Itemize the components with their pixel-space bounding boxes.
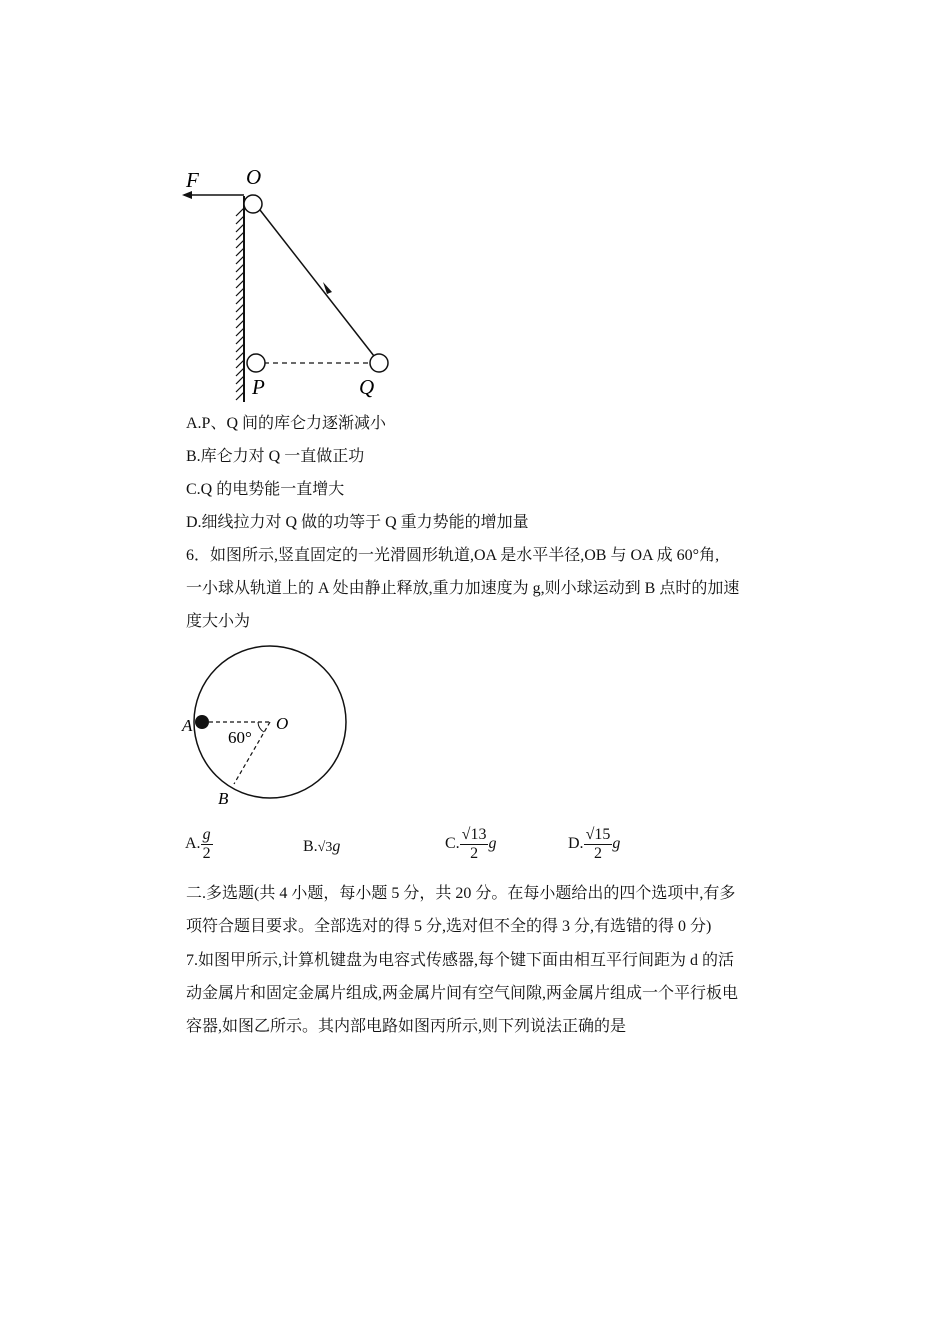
q6-option-d-den: 2 [593,845,602,862]
q6-option-b-root: √3 [317,840,333,855]
ball-P [247,354,265,372]
section2-line2: 项符合题目要求。全部选对的得 5 分,选对但不全的得 3 分,有选错的得 0 分) [186,918,712,935]
q6-option-a [185,826,213,863]
q5-option-c: C.Q 的电势能一直增大 [186,481,345,498]
pulley-circle [244,195,262,213]
q6-option-c-den: 2 [470,845,479,862]
angle-arc [258,722,264,732]
q6-option-b-prefix: B. [303,838,318,855]
figure-circle-track [176,640,366,815]
q6-option-c-prefix: C. [445,835,460,853]
ball-Q [370,354,388,372]
q5-option-b: B.库仑力对 Q 一直做正功 [186,448,365,465]
q6-option-d [568,826,620,863]
q6-option-c-num: √13 [461,826,487,843]
q6-option-c-fraction [460,826,489,863]
q6-option-a-prefix: A. [185,835,201,853]
label-B: B [218,789,229,808]
q6-option-c [445,826,496,863]
q6-stem-line2: 一小球从轨道上的 A 处由静止释放,重力加速度为 g,则小球运动到 B 点时的加速 [186,580,740,597]
label-O: O [276,714,289,733]
label-P: P [252,375,265,399]
q6-option-a-num: g [202,826,211,843]
q6-option-d-prefix: D. [568,835,584,853]
wall-hatching [236,208,244,400]
q6-option-b [303,838,340,856]
q6-option-c-g: g [488,835,497,853]
label-O-top: O [246,165,262,189]
q7-stem-line3: 容器,如图乙所示。其内部电路如图丙所示,则下列说法正确的是 [186,1018,627,1035]
label-F: F [186,168,199,192]
q6-option-d-fraction [584,826,613,863]
q6-option-b-g: g [332,838,341,855]
q5-option-d: D.细线拉力对 Q 做的功等于 Q 重力势能的增加量 [186,514,529,531]
q6-option-a-den: 2 [202,845,211,862]
figure-wall-pulley [170,160,410,410]
q6-option-a-fraction [201,826,213,863]
ball-A [195,715,209,729]
string-line [260,210,374,356]
q5-option-a: A.P、Q 间的库仑力逐渐减小 [186,415,387,432]
section2-line1: 二.多选题(共 4 小题，每小题 5 分，共 20 分。在每小题给出的四个选项中,有多 [186,885,736,902]
q7-stem-line1: 7.如图甲所示,计算机键盘为电容式传感器,每个键下面由相互平行间距为 d 的活 [186,952,735,969]
q6-option-d-g: g [612,835,621,853]
label-Q: Q [359,375,375,399]
force-arrow-head [182,191,192,199]
label-A: A [182,716,193,735]
q6-stem-line3: 度大小为 [186,613,251,630]
label-angle: 60° [228,728,252,747]
q6-stem-line1: 6．如图所示,竖直固定的一光滑圆形轨道,OA 是水平半径,OB 与 OA 成 60°角, [186,547,720,564]
q7-stem-line2: 动金属片和固定金属片组成,两金属片间有空气间隙,两金属片组成一个平行板电 [186,985,739,1002]
q6-option-d-num: √15 [585,826,611,843]
